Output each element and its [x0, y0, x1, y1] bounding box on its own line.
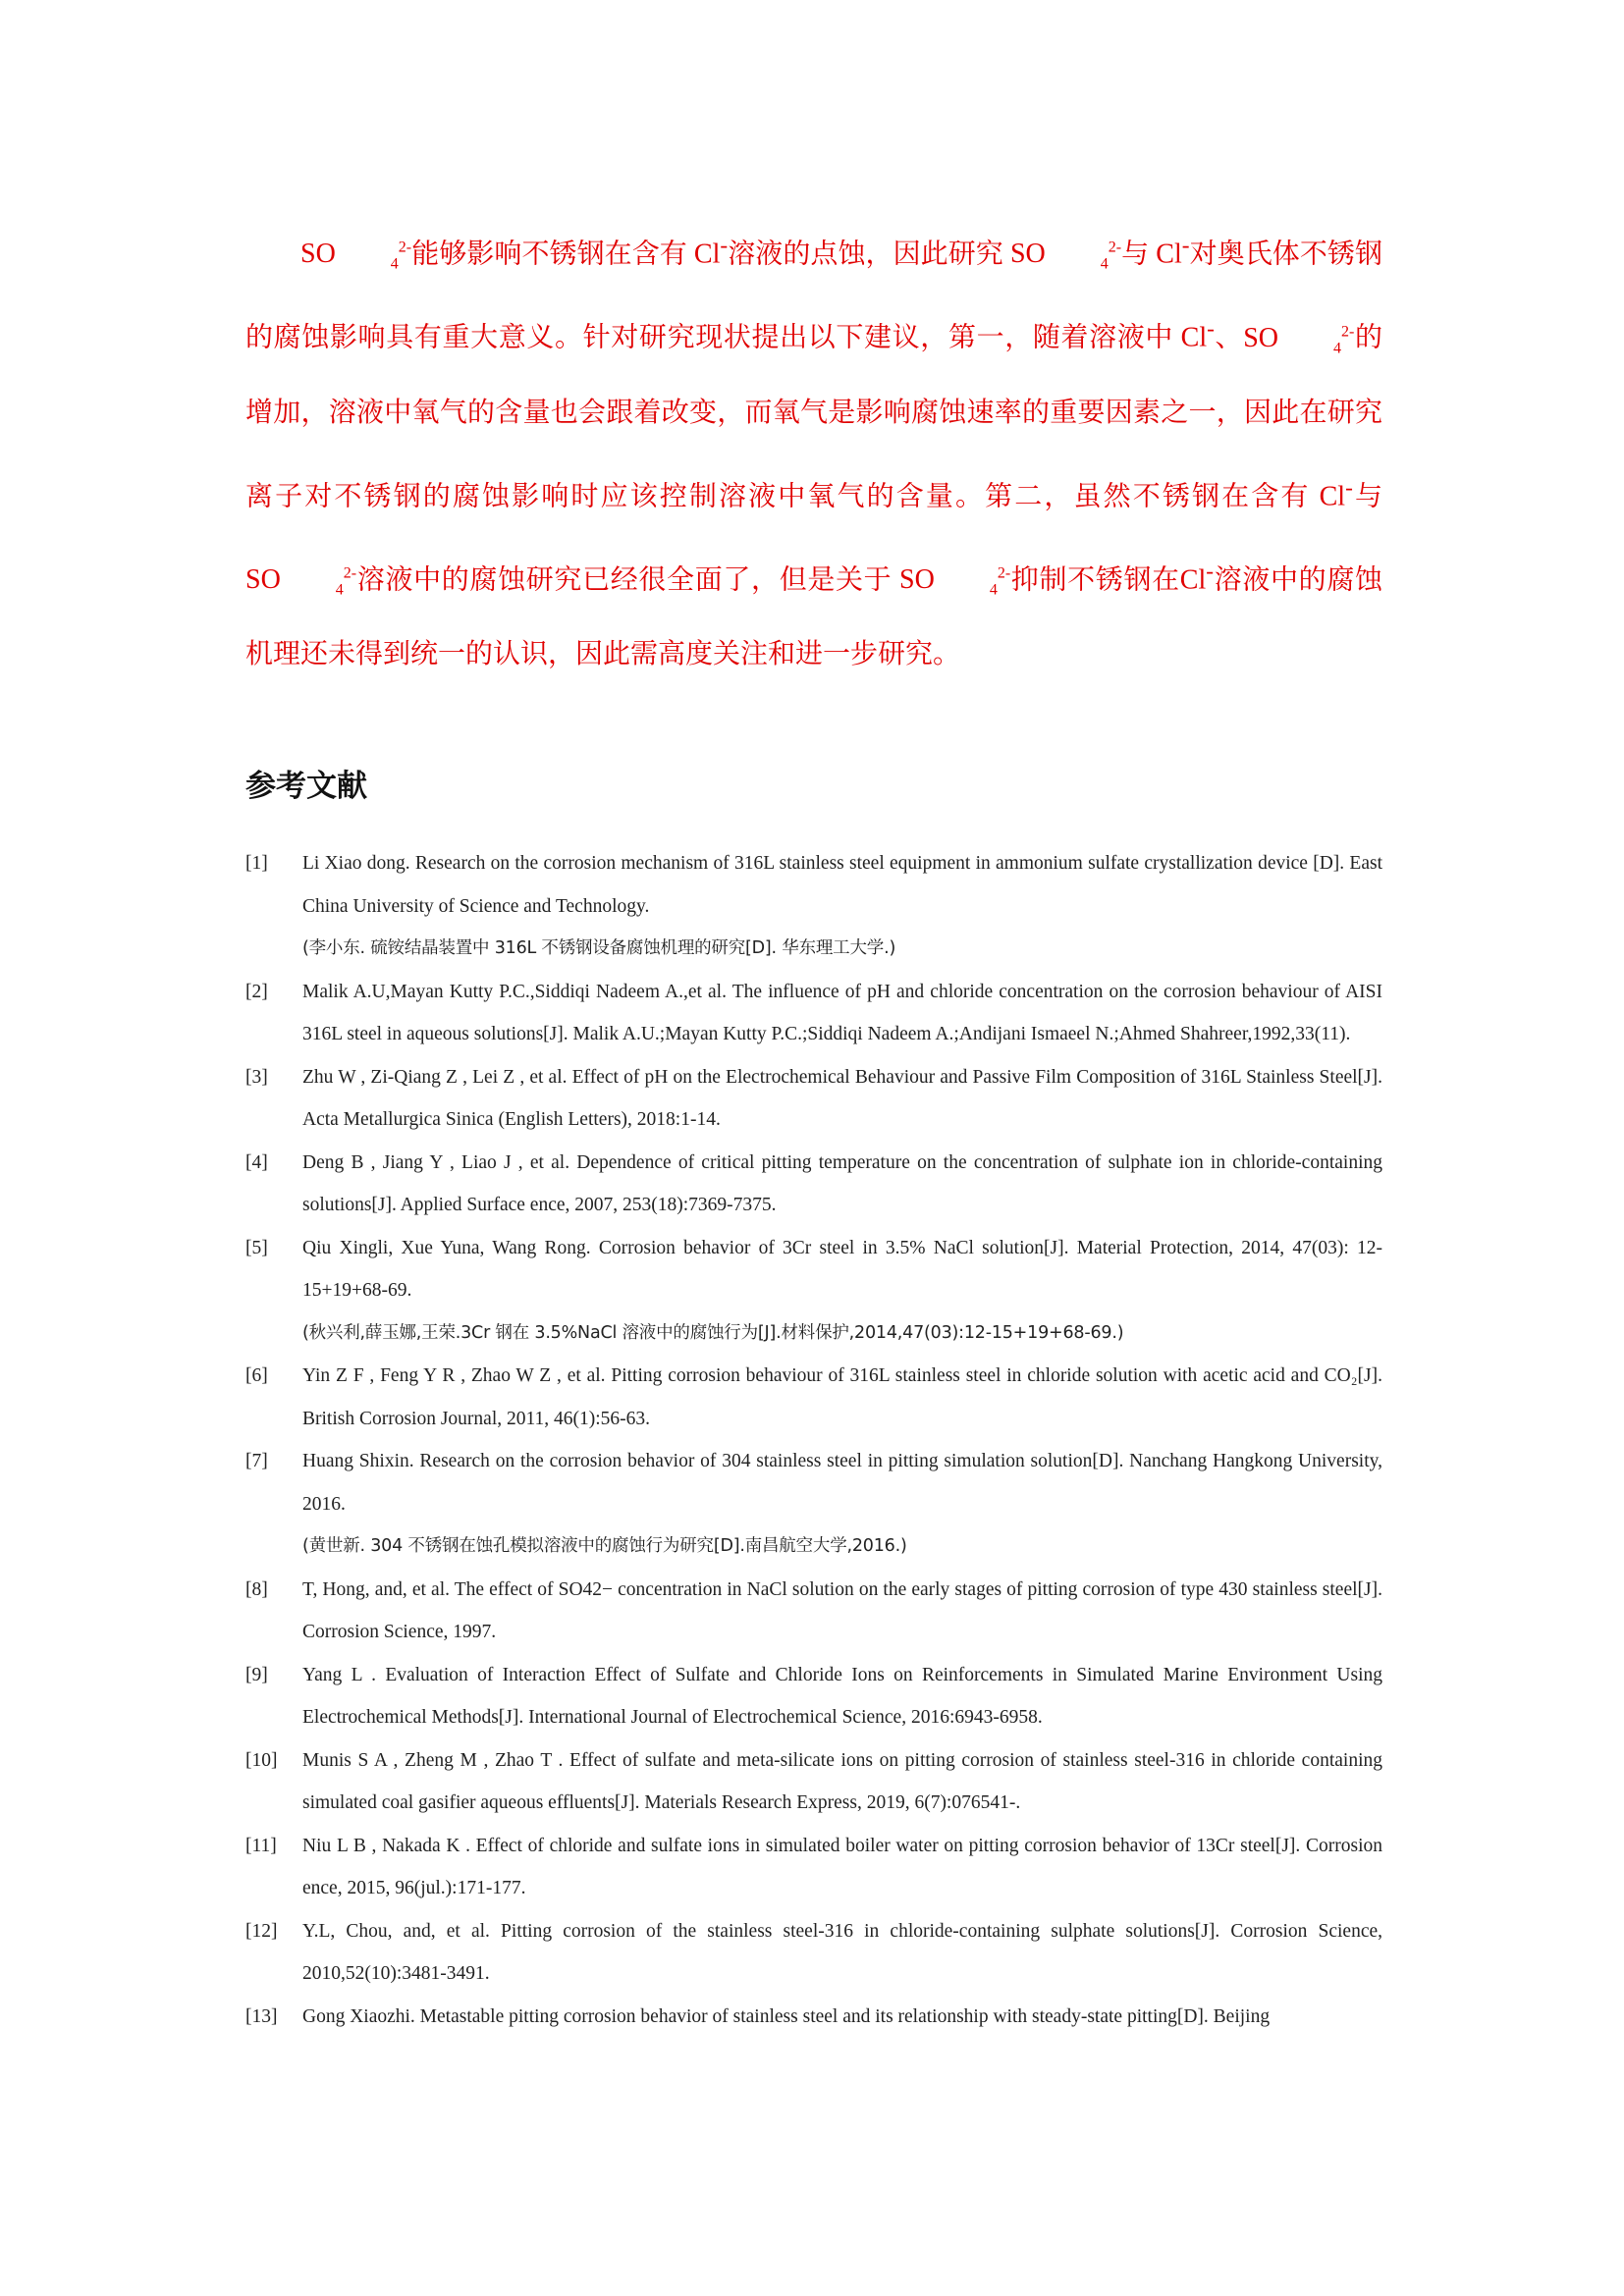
reference-item [245, 971, 1382, 1056]
reference-item [245, 1654, 1382, 1739]
reference-number: [8] [245, 1578, 268, 1600]
reference-chinese-translation: (秋兴利,薛玉娜,王荣.3Cr 钢在 3.5%NaCl 溶液中的腐蚀行为[J].材料保护,2014,47(03):12-15+19+68-69.) [302, 1322, 1124, 1343]
reference-number: [9] [245, 1664, 268, 1685]
reference-text: Niu L B , Nakada K . Effect of chloride and sulfate ions in simulated boiler water on pitting corrosion behavior of 13Cr steel[J]. Corrosion ence, 2015, 96(jul.):171-177. [302, 1835, 1382, 1898]
reference-text: Gong Xiaozhi. Metastable pitting corrosion behavior of stainless steel and its relationship with steady-state pitting[D]. Beijing [302, 2005, 1271, 2027]
reference-item [245, 1355, 1382, 1440]
reference-number: [6] [245, 1365, 268, 1386]
chloride-charge: - [720, 233, 729, 258]
para-text: 对奥氏体不锈钢的腐蚀影响具有重大意义。针对研究现状提出以下建议，第一，随着溶液中 Cl [245, 239, 1382, 353]
reference-text: Munis S A , Zheng M , Zhao T . Effect of sulfate and meta-silicate ions on pitting corrosion of stainless steel-316 in chloride containing simulated coal gasifier aqueous effluents[J]. Materials Research Express, 2019, 6(7):076541-. [302, 1749, 1382, 1813]
reference-text: Yang L . Evaluation of Interaction Effect of Sulfate and Chloride Ions on Reinforcements in Simulated Marine Environment Using Electrochemical Methods[J]. International Journal of Electrochemical Science, 2016:6943-6958. [302, 1664, 1382, 1728]
para-text: 与 [1352, 480, 1382, 511]
references-heading: 参考文献 [245, 769, 367, 804]
reference-text: Malik A.U,Mayan Kutty P.C.,Siddiqi Nadeem A.,et al. The influence of pH and chloride concentration on the corrosion behaviour of AISI 316L steel in aqueous solutions[J]. Malik A.U.;Mayan Kutty P.C.;Siddiqi Nadeem A.;Andijani Ismaeel N.;Ahmed Shahreer,1992,33(11). [302, 981, 1382, 1044]
chloride-charge: - [1345, 474, 1353, 501]
sulfate-ion: SO $_4^{2-}$ [1009, 239, 1122, 273]
reference-number: [4] [245, 1151, 268, 1173]
reference-item [245, 1739, 1382, 1825]
sulfate-ion: SO $_4^{2-}$ [245, 564, 357, 599]
reference-text: Y.L, Chou, and, et al. Pitting corrosion of the stainless steel-316 in chloride-containing sulphate solutions[J]. Corrosion Science, 2010,52(10):3481-3491. [302, 1920, 1382, 1984]
chloride-charge: - [1207, 316, 1215, 343]
reference-text: T, Hong, and, et al. The effect of SO42− concentration in NaCl solution on the early stages of pitting corrosion of type 430 stainless steel[J]. Corrosion Science, 1997. [302, 1578, 1382, 1642]
sulfate-ion: SO $_4^{2-}$ [300, 239, 412, 273]
reference-number: [12] [245, 1920, 278, 1942]
conclusion-paragraph [245, 208, 1382, 692]
para-text: 、 [1214, 322, 1244, 353]
reference-number: [13] [245, 2005, 278, 2027]
para-text: 溶液中的腐蚀机理还未得到统一的认识，因此需高度关注和进一步研究。 [245, 564, 1382, 670]
para-text: 的增加，溶液中氧气的含量也会跟着改变，而氧气是影响腐蚀速率的重要因素之一，因此在研究离子对不锈钢的腐蚀影响时应该控制溶液中氧气的含量。第二，虽然不锈钢在含有 Cl [245, 322, 1382, 511]
sulfate-ion: SO $_4^{2-}$ [899, 564, 1011, 599]
reference-text: Yin Z F , Feng Y R , Zhao W Z , et al. Pitting corrosion behaviour of 316L stainless steel in chloride solution with acetic acid and CO₂[J]. British Corrosion Journal, 2011, 46(1):56-63. [302, 1365, 1382, 1429]
reference-number: [5] [245, 1237, 268, 1258]
sulfate-ion: SO $_4^{2-}$ [1243, 322, 1355, 357]
reference-item [245, 1569, 1382, 1654]
reference-item [245, 842, 1382, 971]
reference-number: [7] [245, 1451, 268, 1471]
reference-item [245, 1142, 1382, 1227]
chloride-charge: - [1181, 233, 1190, 258]
reference-text: Li Xiao dong. Research on the corrosion mechanism of 316L stainless steel equipment in ammonium sulfate crystallization device [D]. East China University of Science and Technology. [302, 853, 1382, 917]
reference-item [245, 1056, 1382, 1142]
reference-item [245, 1825, 1382, 1910]
reference-number: [11] [245, 1835, 277, 1856]
reference-list [245, 842, 1382, 2038]
para-text: 与 Cl [1121, 239, 1182, 270]
reference-chinese-translation: (黄世新. 304 不锈钢在蚀孔模拟溶液中的腐蚀行为研究[D].南昌航空大学,2016.) [302, 1536, 907, 1556]
reference-item [245, 1440, 1382, 1569]
reference-number: [1] [245, 853, 268, 874]
reference-number: [3] [245, 1066, 268, 1088]
reference-text: Zhu W , Zi-Qiang Z , Lei Z , et al. Effect of pH on the Electrochemical Behaviour and Passive Film Composition of 316L Stainless Steel[J]. Acta Metallurgica Sinica (English Letters), 2018:1-14. [302, 1066, 1382, 1130]
para-text: 溶液中的腐蚀研究已经很全面了，但是关于 [356, 564, 900, 596]
reference-text: Deng B , Jiang Y , Liao J , et al. Dependence of critical pitting temperature on the concentration of sulphate ion in chloride-containing solutions[J]. Applied Surface ence, 2007, 253(18):7369-7375. [302, 1151, 1382, 1215]
para-text: 抑制不锈钢在Cl [1010, 564, 1207, 596]
reference-number: [2] [245, 981, 268, 1002]
reference-chinese-translation: (李小东. 硫铵结晶装置中 316L 不锈钢设备腐蚀机理的研究[D]. 华东理工大学.) [302, 938, 896, 958]
reference-item [245, 1996, 1382, 2039]
reference-item [245, 1910, 1382, 1996]
reference-item [245, 1227, 1382, 1356]
para-text: 能够影响不锈钢在含有 Cl [411, 239, 721, 270]
reference-text: Qiu Xingli, Xue Yuna, Wang Rong. Corrosion behavior of 3Cr steel in 3.5% NaCl solution[J]. Material Protection, 2014, 47(03): 12-15+19+68-69. [302, 1237, 1382, 1301]
reference-number: [10] [245, 1749, 278, 1771]
para-text: 溶液的点蚀，因此研究 [728, 239, 1010, 270]
chloride-charge: - [1206, 558, 1215, 584]
reference-text: Huang Shixin. Research on the corrosion behavior of 304 stainless steel in pitting simulation solution[D]. Nanchang Hangkong University, 2016. [302, 1451, 1382, 1515]
